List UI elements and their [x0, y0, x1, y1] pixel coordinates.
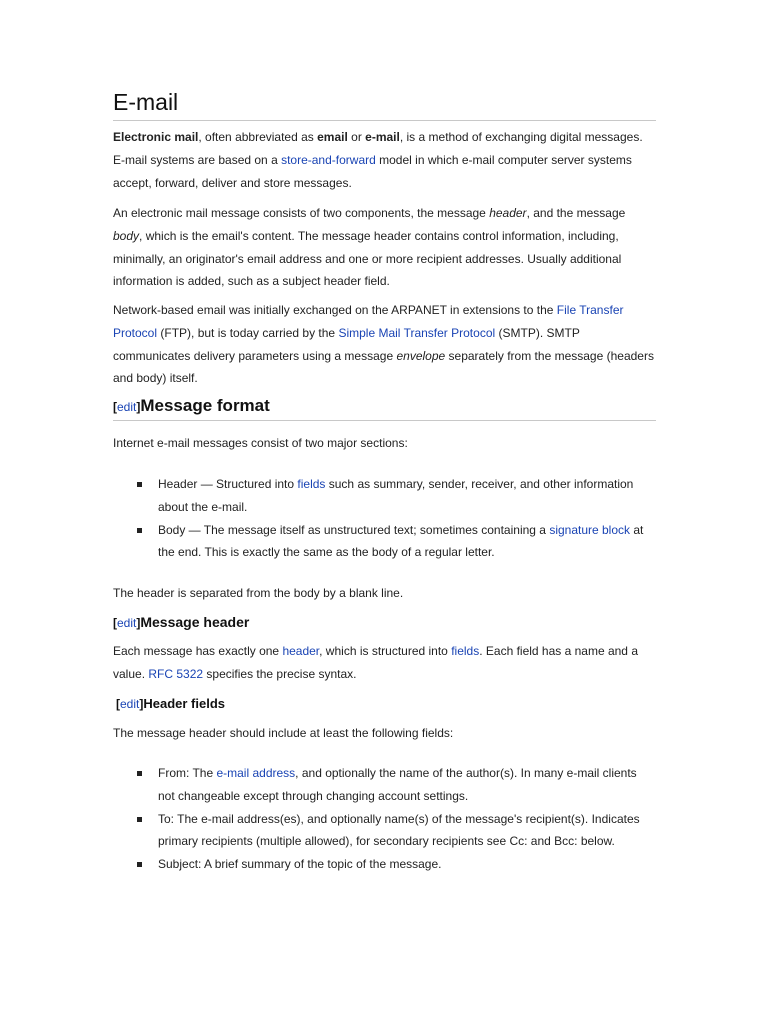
italic-term: header [489, 206, 527, 220]
text-span: (FTP), but is today carried by the [157, 325, 339, 340]
text-span: Subject: A brief summary of the topic of the message. [158, 857, 442, 872]
section-title: Message format [140, 396, 270, 415]
format-intro: Internet e-mail messages consist of two major sections: [113, 436, 408, 450]
italic-term: envelope [396, 348, 446, 363]
text-span: separately from the message (headers and body) itself. [113, 348, 654, 386]
link-e-mail-address[interactable]: e-mail address [216, 766, 296, 780]
bold-term: Electronic mail [113, 130, 199, 144]
italic-term: body [113, 228, 140, 243]
list-item [113, 473, 656, 519]
intro-paragraph-2 [113, 202, 656, 293]
text-span: , which is the email's content. The message header contains control information, including, minimally, an originator's email address and one or more recipient addresses. Usually additional information is added, such as a subject header field. [113, 228, 622, 289]
section-title: Message header [140, 614, 250, 630]
message-header-paragraph [113, 640, 656, 686]
section-heading-message-format [113, 395, 656, 421]
bullet-icon [137, 771, 142, 776]
edit-link[interactable]: edit [117, 616, 137, 630]
header-fields-intro: The message header should include at least the following fields: [113, 726, 454, 740]
text-span: , is a method of exchanging digital messages. E-mail systems are based on a [113, 130, 643, 167]
link-header[interactable]: header [282, 644, 320, 658]
text-span: An electronic mail message consists of two components, the message [113, 206, 490, 220]
section-heading-message-header [113, 612, 249, 633]
list-item [113, 808, 656, 854]
text-span: or [347, 130, 366, 144]
text-span: at the end. This is exactly the same as the body of a regular letter. [158, 522, 644, 560]
bold-term: email [317, 130, 348, 144]
text-span: , often abbreviated as [198, 130, 318, 144]
section-title: Header fields [143, 696, 226, 711]
text-span: Each message has exactly one [113, 644, 283, 658]
format-outro: The header is separated from the body by a blank line. [113, 586, 404, 600]
text-span: To: The e-mail address(es), and optionally name(s) of the message's recipient(s). Indicates primary recipients (multiple allowed), for secondary recipients see Cc: and Bcc: below. [158, 811, 640, 849]
intro-paragraph-3 [113, 299, 656, 390]
text-span: (SMTP). SMTP communicates delivery parameters using a message [113, 325, 580, 363]
link-fields[interactable]: fields [451, 644, 480, 658]
text-span: , and optionally the name of the author(s). In many e-mail clients not changeable except through changing account settings. [158, 766, 637, 803]
list-item [113, 762, 656, 808]
text-span: Body — The message itself as unstructured text; sometimes containing a [158, 522, 550, 537]
text-span: . Each field has a name and a value. [113, 644, 638, 681]
page-title: E-mail [113, 88, 656, 121]
edit-link[interactable]: edit [120, 697, 140, 711]
text-span: model in which e-mail computer server systems accept, forward, deliver and store messages. [113, 152, 632, 190]
bullet-icon [137, 482, 142, 487]
link-store-and-forward[interactable]: store-and-forward [281, 152, 376, 167]
text-span: Network-based email was initially exchanged on the ARPANET in extensions to the [113, 303, 557, 317]
section-heading-header-fields [116, 694, 225, 714]
text-span: specifies the precise syntax. [203, 666, 357, 681]
text-span: such as summary, sender, receiver, and other information about the e-mail. [158, 477, 634, 514]
text-span: Header — Structured into [158, 477, 298, 491]
link-signature-block[interactable]: signature block [549, 522, 631, 537]
edit-bracket: [edit] [113, 400, 141, 414]
edit-bracket: [edit] [116, 697, 144, 711]
header-fields-list [113, 762, 656, 876]
bullet-icon [137, 862, 142, 867]
text-span: From: The [158, 766, 217, 780]
link-file-transfer-protocol[interactable]: File Transfer Protocol [113, 303, 624, 340]
bold-term: e-mail [365, 130, 400, 144]
bullet-icon [137, 528, 142, 533]
bullet-icon [137, 817, 142, 822]
list-item [113, 853, 656, 876]
link-smtp[interactable]: Simple Mail Transfer Protocol [338, 325, 496, 340]
edit-link[interactable]: edit [117, 400, 137, 414]
list-item [113, 519, 656, 565]
text-span: , and the message [526, 206, 626, 220]
link-fields[interactable]: fields [297, 477, 326, 491]
intro-paragraph-1 [113, 126, 656, 194]
format-list [113, 473, 656, 564]
text-span: , which is structured into [319, 644, 452, 658]
edit-bracket: [edit] [113, 616, 141, 630]
link-rfc-5322[interactable]: RFC 5322 [148, 666, 204, 681]
